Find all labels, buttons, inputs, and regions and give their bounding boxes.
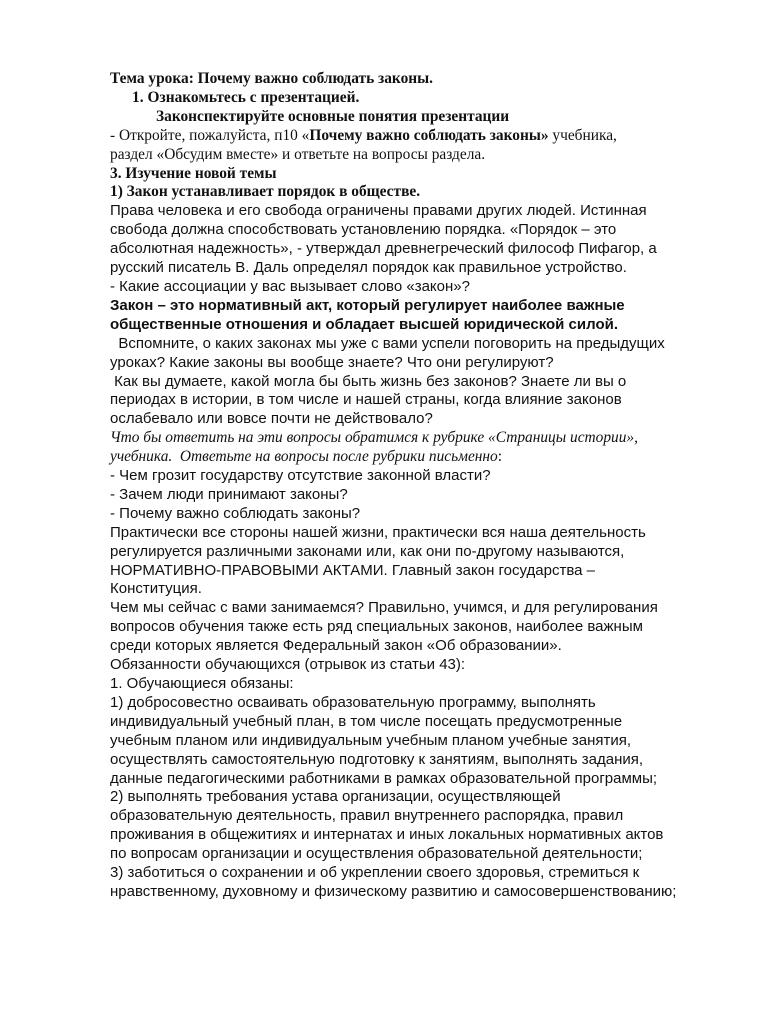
task-1-subtitle: Законспектируйте основные понятия презентации [156,107,510,125]
document-page [110,70,730,902]
duty-line: учебным планом или индивидуальным учебным планом учебные занятия, [110,731,632,749]
law-definition-line: общественные отношения и обладает высшей юридической силой. [110,315,619,333]
duty-line: образовательную деятельность, правил внутреннего распорядка, правил [110,807,624,825]
history-rubric-line-2 [110,448,730,467]
question-block-2-line: ослабевало или вовсе почти не действовало? [110,410,433,428]
duty-line: индивидуальный учебный план, в том числе посещать предусмотренные [110,712,623,730]
open-textbook-pre: - Откройте, пожалуйста, п10 « [110,126,310,144]
duty-line: по вопросам организации и осуществления образовательной деятельности; [110,845,643,863]
duty-line: 1) добросовестно осваивать образовательную программу, выполнять [110,693,596,711]
paragraph-3-line: Чем мы сейчас с вами занимаемся? Правильно, учимся, и для регулирования [110,599,658,617]
task-1 [110,89,730,108]
paragraph-2-line: регулируется различными законами или, как они по-другому называются, [110,542,625,560]
question-block-1-line: уроках? Какие законы вы вообще знаете? Что они регулируют? [110,353,554,371]
duty-line: 3) заботиться о сохранении и об укреплении своего здоровья, стремиться к [110,864,640,882]
task-1-number: 1. [132,88,144,106]
paragraph-2-line: Конституция. [110,580,202,598]
paragraph-1-line: - Какие ассоциации у вас вызывает слово «закон»? [110,277,470,295]
question-block-2-line: периодах в истории, в том числе и нашей страны, когда влияние законов [110,391,622,409]
paragraph-2-line: НОРМАТИВНО-ПРАВОВЫМИ АКТАМИ. Главный закон государства – [110,561,595,579]
lesson-title: Тема урока: Почему важно соблюдать законы. [110,70,434,87]
written-question: - Чем грозит государству отсутствие законной власти? [110,467,491,485]
paragraph-3-line: среди которых является Федеральный закон «Об образовании». [110,637,562,655]
question-block-2-line: Как вы думаете, какой могла бы быть жизнь без законов? Знаете ли вы о [110,372,627,390]
duty-line: нравственному, духовному и физическому развитию и самосовершенствованию; [110,882,677,900]
history-rubric-line: Что бы ответить на эти вопросы обратимся к рубрике «Страницы истории», [110,429,638,447]
open-textbook-post: учебника, [548,126,617,144]
open-textbook-line-2: раздел «Обсудим вместе» и ответьте на вопросы раздела. [110,145,486,163]
duty-line: данные педагогическими работниками в рамках образовательной программы; [110,769,658,787]
paragraph-2-line: Практически все стороны нашей жизни, практически вся наша деятельность [110,523,646,541]
open-textbook-line [110,127,730,146]
task-1-text: Ознакомьтесь с презентацией. [147,88,360,106]
section-3-heading: 3. Изучение новой темы [110,164,277,182]
paragraph-1-line: свобода должна способствовать установлению порядка. «Порядок – это [110,221,617,239]
duty-line: 2) выполнять требования устава организации, осуществляющей [110,788,561,806]
paragraph-1-line: абсолютная надежность», - утверждал древнегреческий философ Пифагор, а [110,240,657,258]
paragraph-3-line: вопросов обучения также есть ряд специальных законов, наиболее важным [110,618,643,636]
law-definition-line: Закон – это нормативный акт, который регулирует наиболее важные [110,296,625,314]
duty-line: осуществлять самостоятельную подготовку к занятиям, выполнять задания, [110,750,644,768]
history-rubric-italic: учебника. Ответьте на вопросы после рубрики письменно [110,448,498,466]
duties-intro: 1. Обучающиеся обязаны: [110,675,294,692]
duty-line: проживания в общежитиях и интернатах и иных локальных нормативных актов [110,826,664,844]
written-question: - Зачем люди принимают законы? [110,485,348,503]
written-question: - Почему важно соблюдать законы? [110,504,361,522]
open-textbook-bold: Почему важно соблюдать законы» [309,126,549,144]
question-block-1-line: Вспомните, о каких законах мы уже с вами успели поговорить на предыдущих [110,334,665,352]
paragraph-1-line: русский писатель В. Даль определял порядок как правильное устройство. [110,259,627,277]
paragraph-1-line: Права человека и его свобода ограничены правами других людей. Истинная [110,202,647,220]
history-rubric-colon: : [497,448,503,466]
subsection-1-heading: 1) Закон устанавливает порядок в обществе. [110,183,421,201]
duties-title: Обязанности обучающихся (отрывок из статьи 43): [110,656,466,674]
